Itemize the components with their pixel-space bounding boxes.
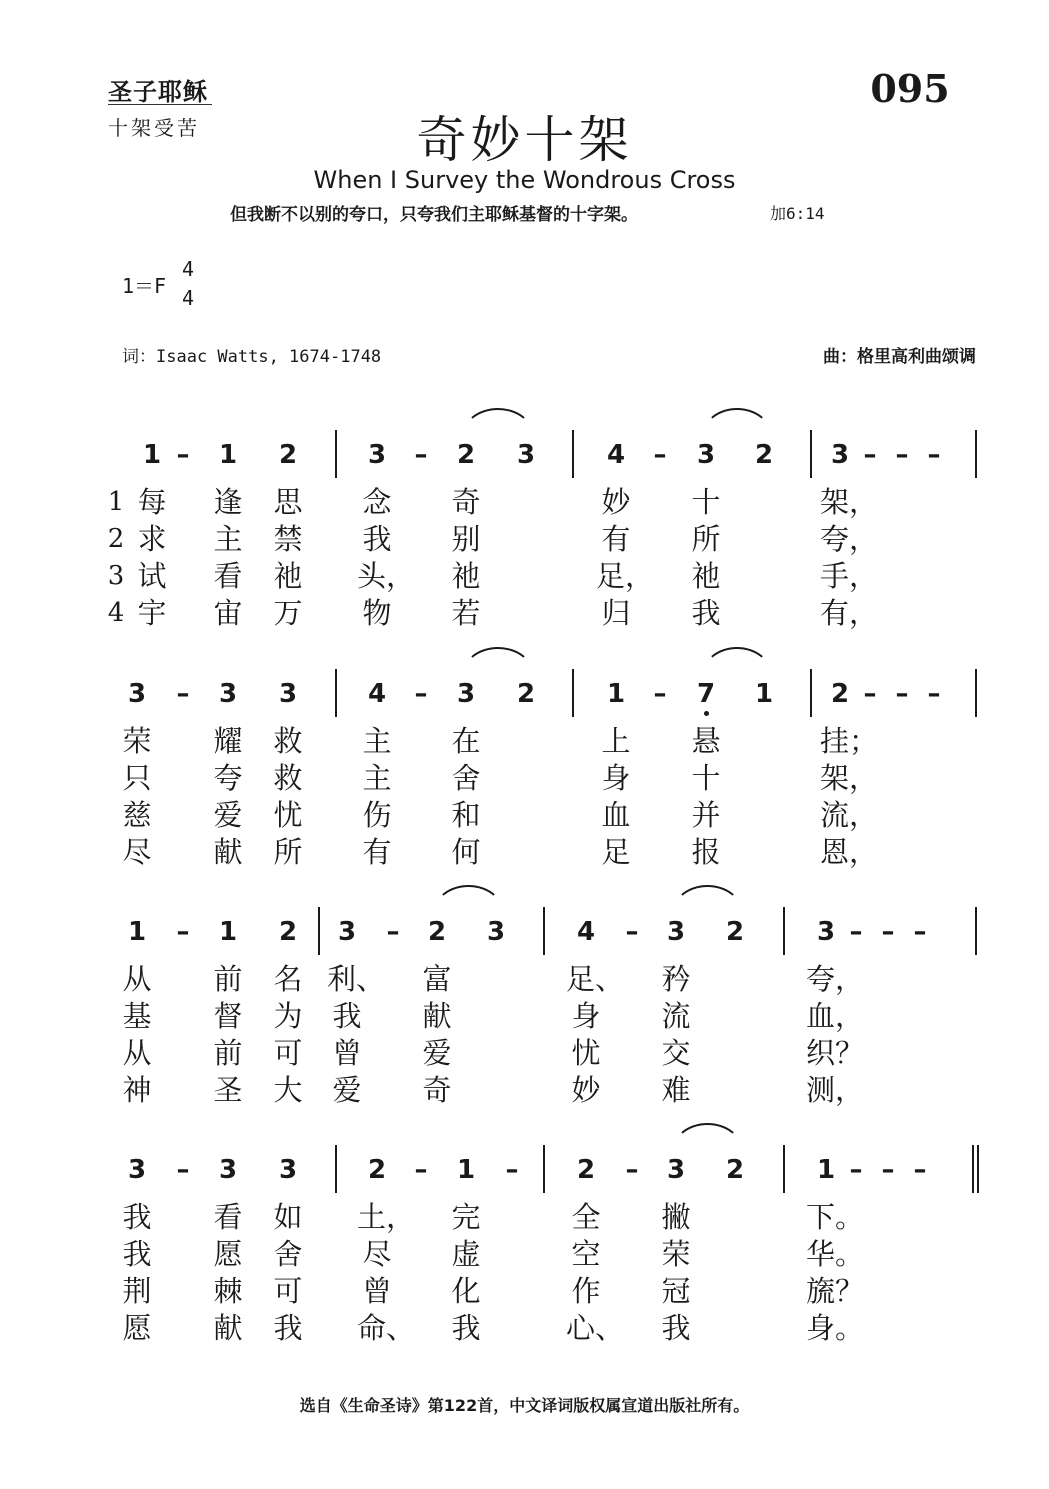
system-3-notes bbox=[0, 907, 1049, 957]
note-numeral: 3 bbox=[367, 440, 387, 470]
lyric-syllable: 旒？ bbox=[806, 1274, 865, 1308]
lyric-syllable: 架， bbox=[820, 761, 879, 795]
lyric-syllable: 祂 bbox=[273, 559, 303, 593]
system-2-notes bbox=[0, 669, 1049, 719]
scripture-reference: 加6:14 bbox=[770, 204, 825, 223]
system-2-verse-4-lyrics bbox=[0, 834, 1049, 870]
verse-number: 2 bbox=[107, 524, 125, 554]
lyric-syllable: 主 bbox=[213, 522, 243, 556]
lyric-syllable: 看 bbox=[213, 1200, 243, 1234]
dash-mark: – bbox=[625, 1155, 639, 1185]
scripture-quote: 但我断不以别的夸口，只夸我们主耶稣基督的十字架。 bbox=[230, 205, 638, 225]
lyricist-credit: 词：Isaac Watts, 1674-1748 bbox=[122, 347, 382, 367]
lyric-syllable: 思 bbox=[273, 485, 303, 519]
time-signature-top: 4 bbox=[182, 257, 195, 281]
note-numeral: 2 bbox=[725, 917, 745, 947]
lyric-syllable: 前 bbox=[213, 962, 243, 996]
lyric-syllable: 十 bbox=[691, 761, 721, 795]
note-numeral: 2 bbox=[830, 679, 850, 709]
lyric-syllable: 慈 bbox=[122, 798, 152, 832]
bar-line bbox=[572, 430, 574, 478]
system-4-verse-3-lyrics bbox=[0, 1273, 1049, 1309]
lyric-syllable: 前 bbox=[213, 1036, 243, 1070]
lyric-syllable: 土， bbox=[357, 1200, 416, 1234]
dash-mark: – bbox=[414, 440, 428, 470]
dash-mark: – bbox=[881, 917, 895, 947]
system-2-verse-2-lyrics bbox=[0, 760, 1049, 796]
note-numeral: 3 bbox=[337, 917, 357, 947]
lyric-syllable: 愿 bbox=[213, 1237, 243, 1271]
note-numeral: 3 bbox=[816, 917, 836, 947]
lyric-syllable: 流 bbox=[661, 999, 691, 1033]
lyric-syllable: 撇 bbox=[661, 1200, 691, 1234]
dash-mark: – bbox=[414, 679, 428, 709]
lyric-syllable: 血， bbox=[806, 999, 865, 1033]
lyric-syllable: 挂； bbox=[820, 724, 879, 758]
lyric-syllable: 夸， bbox=[820, 522, 879, 556]
dash-mark: – bbox=[849, 917, 863, 947]
lyric-syllable: 舍 bbox=[451, 761, 481, 795]
lyric-syllable: 荣 bbox=[661, 1237, 691, 1271]
lyric-syllable: 有 bbox=[362, 835, 392, 869]
slur bbox=[462, 647, 534, 675]
lyric-syllable: 忧 bbox=[273, 798, 303, 832]
lyric-syllable: 交 bbox=[661, 1036, 691, 1070]
lyric-syllable: 从 bbox=[122, 1036, 152, 1070]
lyric-syllable: 我 bbox=[122, 1200, 152, 1234]
lyric-syllable: 尽 bbox=[122, 835, 152, 869]
category-label: 圣子耶稣 bbox=[108, 77, 208, 106]
lyric-syllable: 献 bbox=[422, 999, 452, 1033]
note-numeral: 2 bbox=[516, 679, 536, 709]
lyric-syllable: 献 bbox=[213, 1311, 243, 1345]
bar-line bbox=[810, 430, 812, 478]
note-numeral: 1 bbox=[456, 1155, 476, 1185]
note-numeral: 3 bbox=[456, 679, 476, 709]
slur bbox=[462, 408, 534, 436]
dash-mark: – bbox=[653, 679, 667, 709]
note-numeral: 4 bbox=[367, 679, 387, 709]
lyric-syllable: 荆 bbox=[122, 1274, 152, 1308]
lyric-syllable: 伤 bbox=[362, 798, 392, 832]
lyric-syllable: 万 bbox=[273, 596, 303, 630]
lyric-syllable: 愿 bbox=[122, 1311, 152, 1345]
note-numeral: 2 bbox=[427, 917, 447, 947]
lyric-syllable: 妙 bbox=[571, 1073, 601, 1107]
lyric-syllable: 耀 bbox=[213, 724, 243, 758]
lyric-syllable: 足 bbox=[601, 835, 631, 869]
dash-mark: – bbox=[895, 679, 909, 709]
note-numeral: 3 bbox=[516, 440, 536, 470]
lyric-syllable: 有， bbox=[820, 596, 879, 630]
lyric-syllable: 架， bbox=[820, 485, 879, 519]
lyric-syllable: 从 bbox=[122, 962, 152, 996]
lyric-syllable: 荣 bbox=[122, 724, 152, 758]
system-2-verse-3-lyrics bbox=[0, 797, 1049, 833]
lyric-syllable: 心、 bbox=[566, 1311, 625, 1345]
note-numeral: 3 bbox=[127, 1155, 147, 1185]
dash-mark: – bbox=[625, 917, 639, 947]
dash-mark: – bbox=[927, 679, 941, 709]
lyric-syllable: 基 bbox=[122, 999, 152, 1033]
lyric-syllable: 头， bbox=[357, 559, 416, 593]
bar-line bbox=[335, 1145, 337, 1193]
lyric-syllable: 足， bbox=[596, 559, 655, 593]
verse-number: 1 bbox=[107, 487, 125, 517]
lyric-syllable: 化 bbox=[451, 1274, 481, 1308]
lyric-syllable: 下。 bbox=[806, 1200, 865, 1234]
time-signature-bottom: 4 bbox=[182, 286, 195, 310]
note-numeral: 4 bbox=[606, 440, 626, 470]
lyric-syllable: 主 bbox=[362, 724, 392, 758]
system-3-verse-1-lyrics bbox=[0, 961, 1049, 997]
bar-line bbox=[783, 907, 785, 955]
lyric-syllable: 奇 bbox=[451, 485, 481, 519]
lyric-syllable: 夸， bbox=[806, 962, 865, 996]
lyric-syllable: 流， bbox=[820, 798, 879, 832]
lyric-syllable: 矜 bbox=[661, 962, 691, 996]
note-numeral: 3 bbox=[486, 917, 506, 947]
lyric-syllable: 华。 bbox=[806, 1237, 865, 1271]
lyric-syllable: 冠 bbox=[661, 1274, 691, 1308]
lyric-syllable: 舍 bbox=[273, 1237, 303, 1271]
lyric-syllable: 名 bbox=[273, 962, 303, 996]
lyric-syllable: 救 bbox=[273, 761, 303, 795]
subcategory-label: 十架受苦 bbox=[108, 116, 200, 140]
lyric-syllable: 我 bbox=[362, 522, 392, 556]
lyric-syllable: 物 bbox=[362, 596, 392, 630]
note-numeral: 2 bbox=[278, 440, 298, 470]
lyric-syllable: 并 bbox=[691, 798, 721, 832]
bar-line bbox=[335, 669, 337, 717]
lyric-syllable: 别 bbox=[451, 522, 481, 556]
system-4-verse-1-lyrics bbox=[0, 1199, 1049, 1235]
dash-mark: – bbox=[849, 1155, 863, 1185]
system-4-verse-2-lyrics bbox=[0, 1236, 1049, 1272]
system-1-verse-2-lyrics bbox=[0, 521, 1049, 557]
hymn-title: 奇妙十架 bbox=[416, 111, 633, 169]
note-numeral: 3 bbox=[830, 440, 850, 470]
lyric-syllable: 祂 bbox=[451, 559, 481, 593]
lyric-syllable: 我 bbox=[122, 1237, 152, 1271]
lyric-syllable: 如 bbox=[273, 1200, 303, 1234]
dash-mark: – bbox=[863, 679, 877, 709]
slur bbox=[702, 408, 772, 436]
dash-mark: – bbox=[176, 1155, 190, 1185]
lyric-syllable: 报 bbox=[691, 835, 721, 869]
lyric-syllable: 手， bbox=[820, 559, 879, 593]
lyric-syllable: 和 bbox=[451, 798, 481, 832]
note-numeral: 3 bbox=[666, 917, 686, 947]
lyric-syllable: 我 bbox=[332, 999, 362, 1033]
lyric-syllable: 所 bbox=[273, 835, 303, 869]
note-numeral: 3 bbox=[696, 440, 716, 470]
note-numeral: 1 bbox=[142, 440, 162, 470]
dash-mark: – bbox=[386, 917, 400, 947]
lyric-syllable: 神 bbox=[122, 1073, 152, 1107]
lyric-syllable: 身。 bbox=[806, 1311, 865, 1345]
lyric-syllable: 若 bbox=[451, 596, 481, 630]
dash-mark: – bbox=[913, 917, 927, 947]
lyric-syllable: 富 bbox=[422, 962, 452, 996]
lyric-syllable: 逢 bbox=[213, 485, 243, 519]
system-3-verse-3-lyrics bbox=[0, 1035, 1049, 1071]
dash-mark: – bbox=[913, 1155, 927, 1185]
lyric-syllable: 曾 bbox=[362, 1274, 392, 1308]
note-numeral: 3 bbox=[278, 1155, 298, 1185]
lyric-syllable: 忧 bbox=[571, 1036, 601, 1070]
note-numeral: 3 bbox=[278, 679, 298, 709]
note-numeral: 3 bbox=[218, 1155, 238, 1185]
lyric-syllable: 大 bbox=[273, 1073, 303, 1107]
lyric-syllable: 全 bbox=[571, 1200, 601, 1234]
key-signature: 1＝F bbox=[122, 274, 167, 298]
note-numeral: 1 bbox=[218, 440, 238, 470]
lyric-syllable: 十 bbox=[691, 485, 721, 519]
slur bbox=[702, 647, 772, 675]
note-numeral: 1 bbox=[754, 679, 774, 709]
bar-line bbox=[975, 669, 977, 717]
lyric-syllable: 念 bbox=[362, 485, 392, 519]
dash-mark: – bbox=[176, 679, 190, 709]
lyric-syllable: 曾 bbox=[332, 1036, 362, 1070]
lyric-syllable: 我 bbox=[691, 596, 721, 630]
hymn-title-english: When I Survey the Wondrous Cross bbox=[313, 166, 736, 194]
lyric-syllable: 足、 bbox=[566, 962, 625, 996]
lyric-syllable: 完 bbox=[451, 1200, 481, 1234]
lyric-syllable: 为 bbox=[273, 999, 303, 1033]
bar-line bbox=[972, 1145, 974, 1193]
note-numeral: 2 bbox=[725, 1155, 745, 1185]
hymn-number: 095 bbox=[870, 66, 950, 111]
lyric-syllable: 我 bbox=[661, 1311, 691, 1345]
bar-line bbox=[543, 1145, 545, 1193]
lyric-syllable: 空 bbox=[571, 1237, 601, 1271]
lyric-syllable: 织？ bbox=[806, 1036, 865, 1070]
lyric-syllable: 尽 bbox=[362, 1237, 392, 1271]
lyric-syllable: 在 bbox=[451, 724, 481, 758]
system-1-verse-1-lyrics bbox=[0, 484, 1049, 520]
lyric-syllable: 何 bbox=[451, 835, 481, 869]
dash-mark: – bbox=[895, 440, 909, 470]
lyric-syllable: 爱 bbox=[422, 1036, 452, 1070]
lower-octave-dot bbox=[704, 711, 709, 716]
lyric-syllable: 妙 bbox=[601, 485, 631, 519]
note-numeral: 7 bbox=[696, 679, 716, 709]
lyric-syllable: 督 bbox=[213, 999, 243, 1033]
dash-mark: – bbox=[881, 1155, 895, 1185]
copyright-footer: 选自《生命圣诗》第122首，中文译词版权属宣道出版社所有。 bbox=[299, 1396, 750, 1415]
system-1-notes bbox=[0, 430, 1049, 480]
lyric-syllable: 有 bbox=[601, 522, 631, 556]
lyric-syllable: 测， bbox=[806, 1073, 865, 1107]
slur bbox=[672, 1123, 743, 1151]
lyric-syllable: 奇 bbox=[422, 1073, 452, 1107]
lyric-syllable: 主 bbox=[362, 761, 392, 795]
system-3-verse-2-lyrics bbox=[0, 998, 1049, 1034]
lyric-syllable: 上 bbox=[601, 724, 631, 758]
verse-number: 4 bbox=[107, 598, 125, 628]
lyric-syllable: 归 bbox=[601, 596, 631, 630]
note-numeral: 4 bbox=[576, 917, 596, 947]
note-numeral: 3 bbox=[666, 1155, 686, 1185]
lyric-syllable: 我 bbox=[451, 1311, 481, 1345]
lyric-syllable: 献 bbox=[213, 835, 243, 869]
system-1-verse-4-lyrics bbox=[0, 595, 1049, 631]
lyric-syllable: 爱 bbox=[332, 1073, 362, 1107]
lyric-syllable: 爱 bbox=[213, 798, 243, 832]
dash-mark: – bbox=[176, 917, 190, 947]
bar-line bbox=[335, 430, 337, 478]
lyric-syllable: 恩， bbox=[820, 835, 879, 869]
lyric-syllable: 祂 bbox=[691, 559, 721, 593]
note-numeral: 1 bbox=[218, 917, 238, 947]
bar-line bbox=[543, 907, 545, 955]
dash-mark: – bbox=[863, 440, 877, 470]
dash-mark: – bbox=[176, 440, 190, 470]
note-numeral: 3 bbox=[127, 679, 147, 709]
dash-mark: – bbox=[927, 440, 941, 470]
lyric-syllable: 圣 bbox=[213, 1073, 243, 1107]
bar-line bbox=[975, 430, 977, 478]
lyric-syllable: 命、 bbox=[357, 1311, 416, 1345]
system-1-verse-3-lyrics bbox=[0, 558, 1049, 594]
system-4-verse-4-lyrics bbox=[0, 1310, 1049, 1346]
note-numeral: 1 bbox=[816, 1155, 836, 1185]
dash-mark: – bbox=[505, 1155, 519, 1185]
system-4-notes bbox=[0, 1145, 1049, 1195]
lyric-syllable: 血 bbox=[601, 798, 631, 832]
bar-line bbox=[810, 669, 812, 717]
lyric-syllable: 禁 bbox=[273, 522, 303, 556]
lyric-syllable: 夸 bbox=[213, 761, 243, 795]
bar-line bbox=[783, 1145, 785, 1193]
lyric-syllable: 虚 bbox=[451, 1237, 481, 1271]
lyric-syllable: 作 bbox=[571, 1274, 601, 1308]
lyric-syllable: 宇 bbox=[137, 596, 167, 630]
lyric-syllable: 试 bbox=[137, 559, 167, 593]
lyric-syllable: 我 bbox=[273, 1311, 303, 1345]
lyric-syllable: 求 bbox=[137, 522, 167, 556]
lyric-syllable: 棘 bbox=[213, 1274, 243, 1308]
lyric-syllable: 身 bbox=[601, 761, 631, 795]
lyric-syllable: 只 bbox=[122, 761, 152, 795]
note-numeral: 1 bbox=[127, 917, 147, 947]
note-numeral: 1 bbox=[606, 679, 626, 709]
system-2-verse-1-lyrics bbox=[0, 723, 1049, 759]
bar-line bbox=[975, 907, 977, 955]
note-numeral: 3 bbox=[218, 679, 238, 709]
lyric-syllable: 可 bbox=[273, 1274, 303, 1308]
lyric-syllable: 每 bbox=[137, 485, 167, 519]
lyric-syllable: 看 bbox=[213, 559, 243, 593]
lyric-syllable: 难 bbox=[661, 1073, 691, 1107]
lyric-syllable: 利、 bbox=[327, 962, 386, 996]
bar-line bbox=[318, 907, 320, 955]
lyric-syllable: 救 bbox=[273, 724, 303, 758]
note-numeral: 2 bbox=[278, 917, 298, 947]
bar-line bbox=[572, 669, 574, 717]
system-3-verse-4-lyrics bbox=[0, 1072, 1049, 1108]
lyric-syllable: 可 bbox=[273, 1036, 303, 1070]
slur bbox=[433, 885, 504, 913]
composer-credit: 曲：格里高利曲颂调 bbox=[823, 347, 976, 367]
lyric-syllable: 悬 bbox=[691, 724, 721, 758]
slur bbox=[672, 885, 743, 913]
lyric-syllable: 所 bbox=[691, 522, 721, 556]
lyric-syllable: 宙 bbox=[213, 596, 243, 630]
note-numeral: 2 bbox=[367, 1155, 387, 1185]
dash-mark: – bbox=[653, 440, 667, 470]
dash-mark: – bbox=[414, 1155, 428, 1185]
note-numeral: 2 bbox=[754, 440, 774, 470]
note-numeral: 2 bbox=[456, 440, 476, 470]
final-bar-line bbox=[977, 1145, 979, 1193]
verse-number: 3 bbox=[107, 561, 125, 591]
lyric-syllable: 身 bbox=[571, 999, 601, 1033]
note-numeral: 2 bbox=[576, 1155, 596, 1185]
